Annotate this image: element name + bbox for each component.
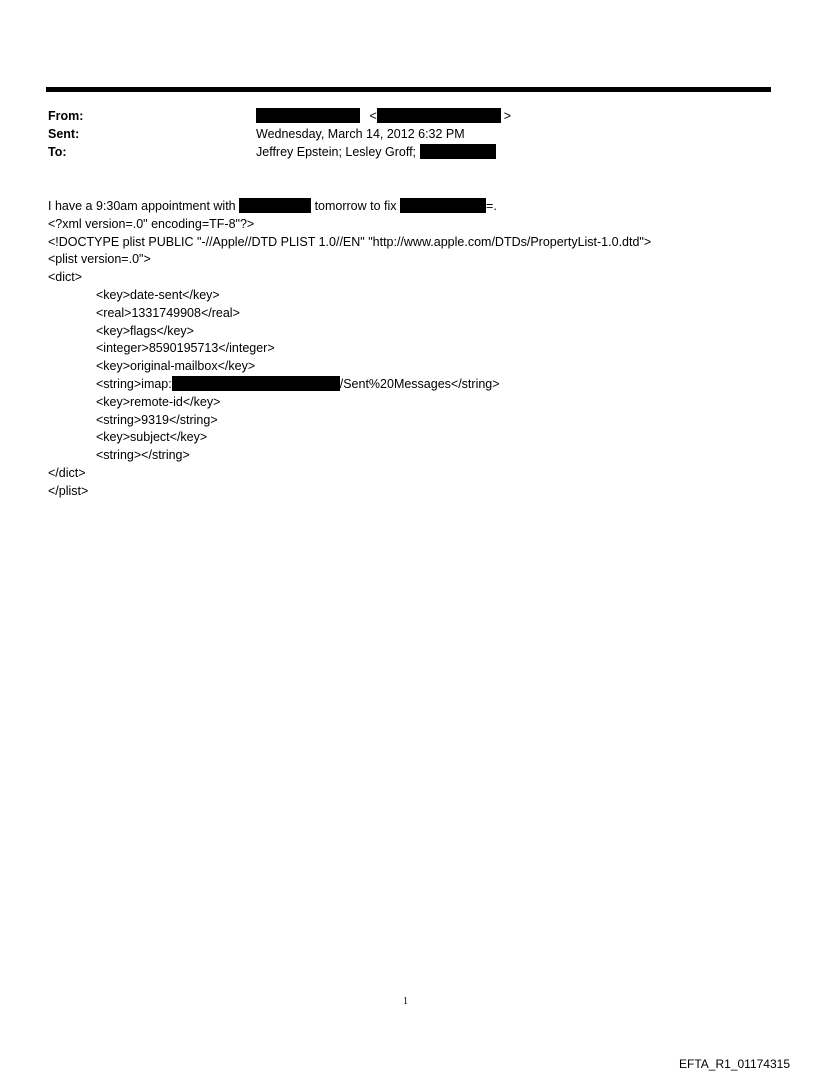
string-imap <box>48 376 788 394</box>
message-text: <string>imap: <box>96 376 172 391</box>
key-date-sent: <key>date-sent</key> <box>96 287 220 302</box>
dict-open: <dict> <box>48 270 83 285</box>
string-subject: <string></string> <box>96 448 190 463</box>
integer-value: <integer>8590195713</integer> <box>96 341 275 356</box>
page-number: 1 <box>403 996 408 1007</box>
xml-declaration: <?xml version=.0" encoding=TF-8"?> <box>48 216 255 231</box>
redaction-box <box>239 198 311 213</box>
key-flags: <key>flags</key> <box>96 323 194 338</box>
from-close-bracket: > <box>503 109 512 123</box>
doctype-line: <!DOCTYPE plist PUBLIC "-//Apple//DTD PLIST 1.0//EN" "http://www.apple.com/DTDs/PropertyList-1.0.dtd"> <box>48 234 652 249</box>
real-value: <real>1331749908</real> <box>96 305 240 320</box>
plist-open: <plist version=.0"> <box>48 252 151 267</box>
string-remote-id: <string>9319</string> <box>96 412 218 427</box>
key-original-mailbox: <key>original-mailbox</key> <box>96 359 256 374</box>
message-body <box>48 198 788 501</box>
bates-number: EFTA_R1_01174315 <box>679 1057 790 1071</box>
plist-close: </plist> <box>48 483 89 498</box>
dict-close: </dict> <box>48 465 86 480</box>
message-text: =. <box>486 199 497 213</box>
redaction-box <box>400 198 486 213</box>
key-subject: <key>subject</key> <box>96 430 208 445</box>
header-rule <box>46 87 771 92</box>
redaction-box <box>377 108 501 123</box>
sent-value: Wednesday, March 14, 2012 6:32 PM <box>256 127 465 141</box>
to-value <box>256 144 496 160</box>
from-open-bracket: < <box>369 109 377 123</box>
message-line <box>48 198 788 216</box>
redaction-box <box>172 376 340 391</box>
message-text: /Sent%20Messages</string> <box>339 376 500 391</box>
message-text: tomorrow to fix <box>311 199 401 213</box>
to-recipients: Jeffrey Epstein; Lesley Groff; <box>256 145 417 159</box>
from-value <box>256 108 511 124</box>
redaction-box <box>256 108 360 123</box>
key-remote-id: <key>remote-id</key> <box>96 394 221 409</box>
sent-label: Sent: <box>48 127 80 141</box>
to-label: To: <box>48 145 67 159</box>
message-text: I have a 9:30am appointment with <box>48 199 240 213</box>
redaction-box <box>420 144 496 159</box>
from-label: From: <box>48 109 84 123</box>
